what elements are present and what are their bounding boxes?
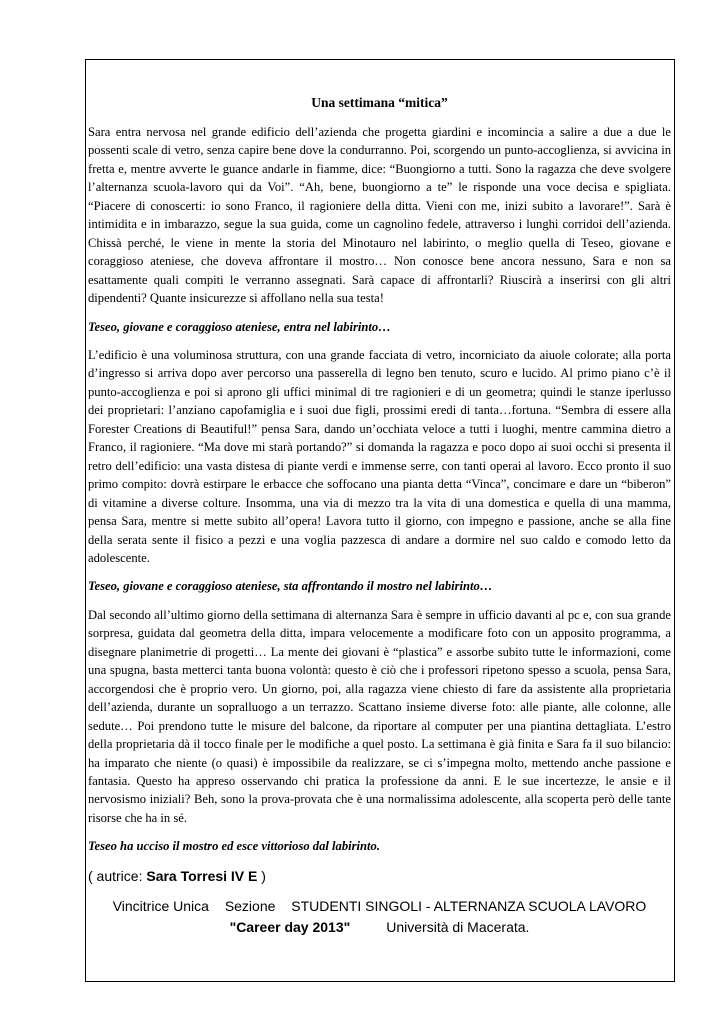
author-suffix: ): [257, 867, 266, 884]
subheading-1: Teseo, giovane e coraggioso ateniese, entra nel labirinto…: [88, 319, 391, 334]
subheading-3: Teseo ha ucciso il mostro ed esce vittorioso dal labirinto.: [88, 839, 380, 854]
award-label: Vincitrice Unica: [112, 897, 209, 914]
document-body: [88, 94, 671, 938]
document-title: Una settimana “mitica”: [311, 95, 448, 110]
section-label: Sezione: [224, 897, 276, 914]
award-footer: [88, 896, 671, 938]
paragraph-3: Dal secondo all’ultimo giorno della settimana di alternanza Sara è sempre in ufficio davanti al pc e, con sua grande sorpresa, guidata dal geometra della ditta, impara velocemente a modificare foto con un apposito programma, a disegnare planimetrie di progetti… La mente dei giovani è “plastica” e assorbe subito tutte le informazioni, come una spugna, basta metterci tanta buona volontà: questo è ciò che i professori ripetono spesso a scuola, pensa Sara, accorgendosi che è proprio vero. Un giorno, poi, alla ragazza viene chiesto di fare da assistente alla proprietaria dell’azienda, durante un sopralluogo a un terrazzo. Scattano insieme diverse foto: alle piante, alle colonne, alle sedute… Poi prendono tutte le misure del balcone, da riportare al computer per una piantina dettagliata. L’estro della proprietaria dà il tocco finale per le modifiche a quel posto. La settimana è già finita e Sara fa il suo bilancio: ha imparato che niente (o quasi) è impossibile da realizzare, se ci s’impegna molto, mettendo anche passione e fantasia. Questo ha appreso osservando chi pratica la professione da anni. E le sue incertezze, le ansie e il nervosismo iniziali? Beh, sono la prova-provata che è una normalissima adolescente, alla scoperta però delle tante risorse che ha in sé.: [88, 607, 671, 825]
award-line-1: [88, 896, 671, 917]
paragraph-2: L’edificio è una voluminosa struttura, con una grande facciata di vetro, incorniciato da aiuole colorate; alla porta d’ingresso si arriva dopo aver percorso una passerella di legno ben tenuto, scuro e lucido. Al primo piano c’è il punto-accoglienza e poi si aprono gli uffici minimal di tre ragionieri e di un geometra; quindi le stanze iperlusso dei proprietari: l’anziano capofamiglia e i suoi due figli, prossimi eredi di tanta…fortuna. “Sembra di essere alla Forester Creations di Beautiful!” pensa Sara, dando un’occhiata veloce a tutti i luoghi, mentre cammina dietro a Franco, il ragioniere. “Ma dove mi starà portando?” si domanda la ragazza e poco dopo ai suoi occhi si presenta il retro dell’edificio: una vasta distesa di piante verdi e immense serre, con tanti operai al lavoro. Ecco pronto il suo primo compito: dovrà estirpare le erbacce che soffocano una pianta detta “Vinca”, concimare e dare un “biberon” di vitamine a diverse colture. Insomma, una via di mezzo tra la vita di una domestica e quella di una mamma, pensa Sara, mentre si mette subito all’opera! Lavora tutto il giorno, con impegno e passione, anche se alla fine della serata sente il fisico a pezzi e una voglia pazzesca di andare a dormire nel suo caldo e comodo letto da adolescente.: [88, 347, 671, 565]
subheading-2: Teseo, giovane e coraggioso ateniese, sta affrontando il mostro nel labirinto…: [88, 579, 493, 594]
author-name: Sara Torresi IV E: [146, 867, 258, 884]
paragraph-1: Sara entra nervosa nel grande edificio dell’azienda che progetta giardini e incomincia a salire a due a due le possenti scale di vetro, senza capire bene dove la condurranno. Poi, scorgendo un punto-accoglienza, si avvicina in fretta e, mentre avverte le guance andarle in fiamme, dice: “Buongiorno a tutti. Sono la ragazza che deve svolgere l’alternanza scuola-lavoro qui da Voi”. “Ah, bene, buongiorno a te” le risponde una voce decisa e spigliata. “Piacere di conoscerti: io sono Franco, il ragioniere della ditta. Vieni con me, inizi subito a lavorare!”. Sarà è intimidita e in imbarazzo, segue la sua guida, come un cagnolino fedele, attraverso i lunghi corridoi dell’azienda. Chissà perché, le viene in mente la storia del Minotauro nel labirinto, o meglio quella di Teseo, giovane e coraggioso ateniese, che doveva affrontare il mostro… Non conosce bene ancora nessuno, Sara e non sa esattamente quali compiti le verranno assegnati. Sarà capace di affrontarli? Riuscirà a inserirsi con gli altri dipendenti? Quante insicurezze si affollano nella sua testa!: [88, 125, 671, 306]
event-name: "Career day 2013": [229, 918, 351, 935]
category-label: STUDENTI SINGOLI - ALTERNANZA SCUOLA LAVORO: [291, 897, 647, 914]
award-line-2: [88, 917, 671, 938]
university-name: Università di Macerata.: [386, 918, 530, 935]
author-prefix: ( autrice:: [88, 867, 147, 884]
author-line: [88, 866, 671, 886]
